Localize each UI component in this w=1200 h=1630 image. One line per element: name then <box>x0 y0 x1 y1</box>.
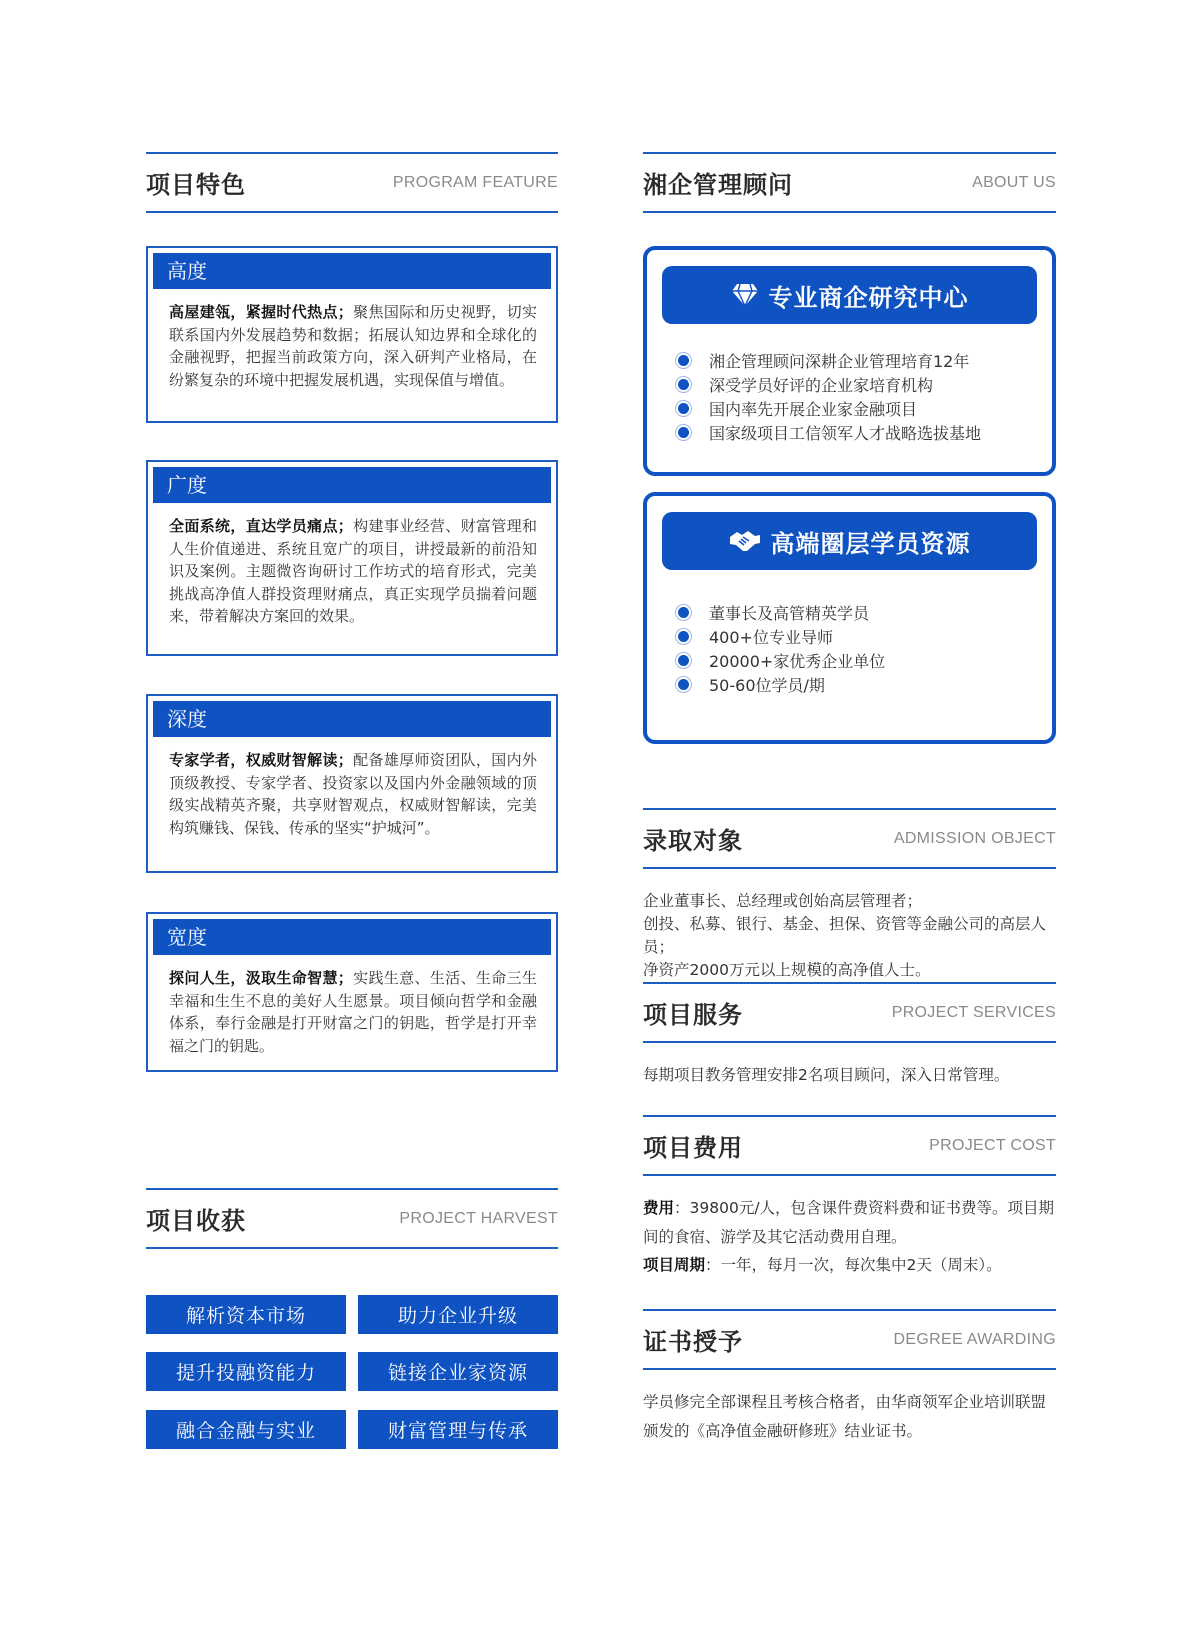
student-resources-heading <box>662 512 1037 570</box>
feature-card-depth <box>146 694 558 873</box>
list-item-text: 400+位专业导师 <box>709 627 833 647</box>
admission-line: 净资产2000万元以上规模的高净值人士。 <box>643 961 931 979</box>
feature-label: 宽度 <box>153 919 551 955</box>
feature-text <box>153 737 551 839</box>
bullet-dot <box>678 355 689 366</box>
list-item <box>678 600 1037 624</box>
fee-text: ：39800元/人，包含课件费资料费和证书费等。项目期间的食宿、游学及其它活动费用自理。 <box>643 1199 1055 1246</box>
admission-title: 录取对象 <box>643 827 743 855</box>
period-line <box>643 1251 1056 1280</box>
list-item <box>678 348 1037 372</box>
feature-label: 广度 <box>153 467 551 503</box>
feature-lead: 专家学者，权威财智解读； <box>169 751 353 769</box>
feature-card-height <box>146 246 558 423</box>
features-title: 项目特色 <box>146 171 246 199</box>
services-header <box>643 982 1056 1043</box>
cost-title: 项目费用 <box>643 1134 743 1162</box>
harvest-item: 财富管理与传承 <box>358 1410 558 1449</box>
fee-line <box>643 1194 1056 1251</box>
handshake-icon <box>729 529 761 553</box>
list-item-text: 湘企管理顾问深耕企业管理培育12年 <box>709 351 970 371</box>
research-center-list <box>662 324 1037 444</box>
harvest-item: 链接企业家资源 <box>358 1352 558 1391</box>
harvest-title: 项目收获 <box>146 1207 246 1235</box>
feature-lead: 全面系统，直达学员痛点； <box>169 517 353 535</box>
list-item-text: 国内率先开展企业家金融项目 <box>709 399 918 419</box>
about-title-en: ABOUT US <box>972 173 1056 191</box>
features-header <box>146 152 558 213</box>
cost-header <box>643 1115 1056 1176</box>
bullet-dot <box>678 655 689 666</box>
feature-card-breadth <box>146 460 558 656</box>
bullet-dot <box>678 379 689 390</box>
feature-label: 深度 <box>153 701 551 737</box>
admission-line: 企业董事长、总经理或创始高层管理者； <box>643 892 923 910</box>
services-text: 每期项目教务管理安排2名项目顾问，深入日常管理。 <box>643 1066 1010 1084</box>
admission-text <box>643 890 1056 982</box>
diamond-icon <box>731 283 759 307</box>
research-center-card <box>643 246 1056 476</box>
student-resources-list <box>662 570 1037 696</box>
feature-text <box>153 289 551 391</box>
services-title-en: PROJECT SERVICES <box>891 1003 1056 1021</box>
feature-body: 聚焦国际和历史视野，切实联系国内外发展趋势和数据；拓展认知边界和全球化的金融视野，把握当前政策方向，深入研判产业格局，在纷繁复杂的环境中把握发展机遇，实现保值与增值。 <box>169 303 537 389</box>
research-center-title: 专业商企研究中心 <box>768 283 969 312</box>
feature-text <box>153 503 551 628</box>
list-item-text: 50-60位学员/期 <box>709 675 825 695</box>
list-item-text: 董事长及高管精英学员 <box>709 603 870 623</box>
period-text: ：一年，每月一次，每次集中2天（周末）。 <box>705 1256 1002 1274</box>
bullet-dot <box>678 631 689 642</box>
bullet-dot <box>678 679 689 690</box>
list-item <box>678 372 1037 396</box>
bullet-dot <box>678 427 689 438</box>
feature-card-width <box>146 912 558 1072</box>
about-header <box>643 152 1056 213</box>
cost-title-en: PROJECT COST <box>929 1136 1056 1154</box>
student-resources-card <box>643 492 1056 744</box>
right-column <box>643 0 1056 1630</box>
student-resources-title: 高端圈层学员资源 <box>770 529 971 558</box>
degree-title: 证书授予 <box>643 1328 743 1356</box>
list-item <box>678 672 1037 696</box>
feature-body: 配备雄厚师资团队，国内外顶级教授、专家学者、投资家以及国内外金融领域的顶级实战精英齐聚，共享财智观点，权威财智解读，完美构筑赚钱、保钱、传承的坚实“护城河”。 <box>169 751 537 837</box>
admission-line: 创投、私募、银行、基金、担保、资管等金融公司的高层人员； <box>643 915 1047 956</box>
list-item <box>678 396 1037 420</box>
harvest-item: 提升投融资能力 <box>146 1352 346 1391</box>
list-item-text: 深受学员好评的企业家培育机构 <box>709 375 934 395</box>
harvest-item: 助力企业升级 <box>358 1295 558 1334</box>
feature-body: 实践生意、生活、生命三生幸福和生生不息的美好人生愿景。项目倾向哲学和金融体系，奉行金融是打开财富之门的钥匙，哲学是打开幸福之门的钥匙。 <box>169 969 537 1055</box>
feature-body: 构建事业经营、财富管理和人生价值递进、系统且宽广的项目，讲授最新的前沿知识及案例。主题微咨询研讨工作坊式的培育形式，完美挑战高净值人群投资理财痛点，真正实现学员揣着问题来，带着解决方案回的效果。 <box>169 517 537 625</box>
list-item-text: 国家级项目工信领军人才战略选拔基地 <box>709 423 982 443</box>
period-label: 项目周期 <box>643 1256 706 1274</box>
left-column <box>146 0 558 1630</box>
list-item-text: 20000+家优秀企业单位 <box>709 651 886 671</box>
bullet-dot <box>678 607 689 618</box>
bullet-dot <box>678 403 689 414</box>
feature-text <box>153 955 551 1057</box>
list-item <box>678 420 1037 444</box>
harvest-title-en: PROJECT HARVEST <box>399 1209 558 1227</box>
feature-lead: 高屋建瓴，紧握时代热点； <box>169 303 353 321</box>
list-item <box>678 648 1037 672</box>
degree-text: 学员修完全部课程且考核合格者，由华商领军企业培训联盟颁发的《高净值金融研修班》结业证书。 <box>643 1393 1047 1440</box>
features-title-en: PROGRAM FEATURE <box>392 173 558 191</box>
services-title: 项目服务 <box>643 1001 743 1029</box>
feature-lead: 探问人生，汲取生命智慧； <box>169 969 353 987</box>
research-center-heading <box>662 266 1037 324</box>
harvest-header <box>146 1188 558 1249</box>
feature-label: 高度 <box>153 253 551 289</box>
list-item <box>678 624 1037 648</box>
degree-title-en: DEGREE AWARDING <box>893 1330 1056 1348</box>
admission-title-en: ADMISSION OBJECT <box>893 829 1056 847</box>
fee-label: 费用 <box>643 1199 675 1217</box>
degree-header <box>643 1309 1056 1370</box>
about-title: 湘企管理顾问 <box>643 171 793 199</box>
harvest-item: 解析资本市场 <box>146 1295 346 1334</box>
harvest-item: 融合金融与实业 <box>146 1410 346 1449</box>
admission-header <box>643 808 1056 869</box>
cost-text <box>643 1194 1056 1280</box>
